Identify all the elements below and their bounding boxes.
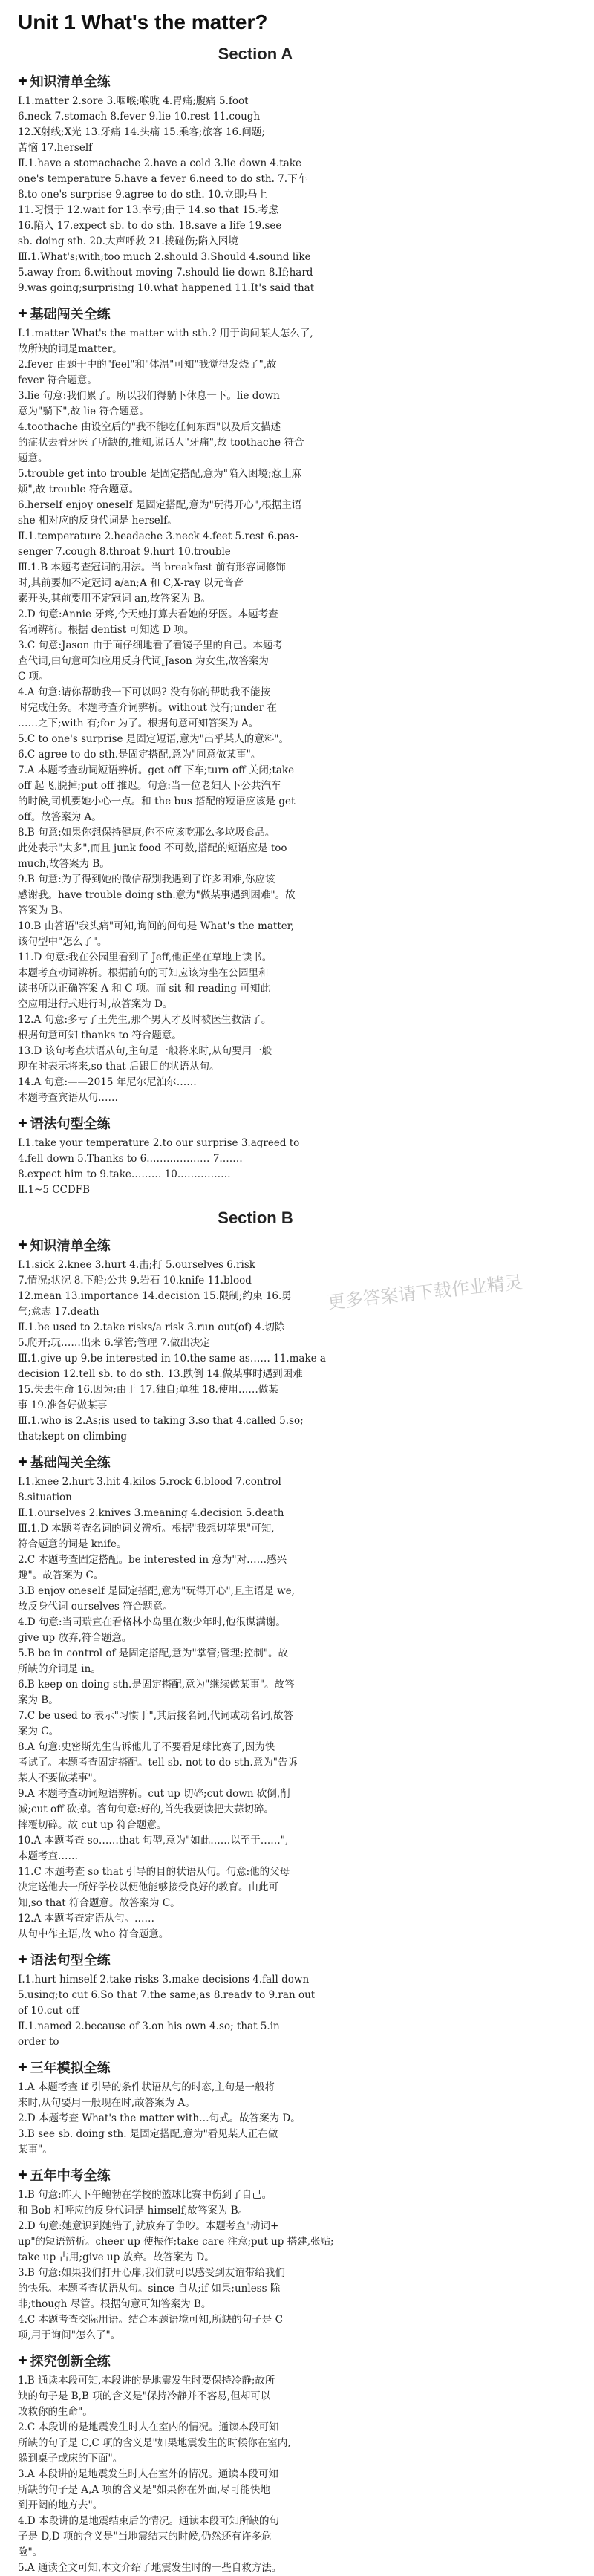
answer-line: 4.D 句意:当司瑞宣在看格林小岛里在数少年时,他很谋满谢。: [18, 1616, 286, 1628]
sb-grammar-block: [18, 1972, 493, 2050]
answer-line: Ⅱ.1.named 2.because of 3.on his own 4.so; that 5.in: [18, 2020, 280, 2032]
answer-line: 10.A 本题考查 so……that 句型,意为"如此……以至于……",: [18, 1835, 289, 1847]
answer-line: 烦",故 trouble 符合题意。: [18, 484, 140, 495]
answer-line: 趣"。故答案为 C。: [18, 1570, 104, 1581]
answer-line: senger 7.cough 8.throat 9.hurt 10.trouble: [18, 546, 231, 558]
answer-line: much,故答案为 B。: [18, 858, 110, 870]
sa-basic-heading: ✚ 基础闯关全练: [18, 307, 111, 322]
answer-line: order to: [18, 2036, 59, 2048]
answer-line: 6.neck 7.stomach 8.fever 9.lie 10.rest 11.cough: [18, 111, 261, 123]
answer-line: 查代词,由句意可知应用反身代词,Jason 为女生,故答案为: [18, 655, 269, 667]
answer-line: 所缺的介词是 in。: [18, 1663, 101, 1675]
answer-line: 6.herself enjoy oneself 是固定搭配,意为"玩得开心",根据主语: [18, 499, 302, 511]
answer-line: Ⅰ.1.hurt himself 2.take risks 3.make decisions 4.fall down: [18, 1974, 310, 1985]
sb-three-year-heading: ✚ 三年模拟全练: [18, 2061, 111, 2075]
cross-bullet-icon: ✚: [18, 1456, 27, 1468]
answer-line: Ⅱ.1.ourselves 2.knives 3.meaning 4.decision 5.death: [18, 1507, 284, 1519]
answer-line: Ⅲ.1.give up 9.be interested in 10.the same as…… 11.make a: [18, 1353, 326, 1365]
answer-line: 考试了。本题考查固定搭配。tell sb. not to do sth.意为"告诉: [18, 1757, 298, 1769]
answer-line: 名词辨析。根据 dentist 可知选 D 项。: [18, 624, 195, 636]
answer-line: 5.C to one's surprise 是固定短语,意为"出乎某人的意料"。: [18, 733, 289, 745]
answer-line: 4.toothache 由设空后的"我不能吃任何东西"以及后文描述: [18, 421, 281, 433]
answer-line: 15.失去生命 16.因为;由于 17.独自;单独 18.使用……做某: [18, 1384, 278, 1396]
answer-line: Ⅰ.1.take your temperature 2.to our surprise 3.agreed to: [18, 1137, 300, 1149]
answer-line: she 相对应的反身代词是 herself。: [18, 515, 177, 527]
answer-line: Ⅲ.1.B 本题考查冠词的用法。当 breakfast 前有形容词修饰: [18, 562, 286, 573]
answer-line: 4.A 句意:请你帮助我一下可以吗? 没有你的帮助我不能按: [18, 686, 270, 698]
cross-bullet-icon: ✚: [18, 1239, 27, 1252]
answer-line: 来时,从句要用一般现在时,故答案为 A。: [18, 2097, 195, 2109]
answer-line: 所缺的句子是 C,C 项的含义是"如果地震发生的时候你在室内,: [18, 2437, 291, 2449]
answer-line: 12.X射线;X光 13.牙痛 14.头痛 15.乘客;旅客 16.问题;: [18, 126, 265, 138]
answer-line: 根据句意可知 thanks to 符合题意。: [18, 1030, 182, 1041]
answer-line: Ⅰ.1.matter What's the matter with sth.? 用于询问某人怎么了,: [18, 328, 313, 339]
answer-line: C 项。: [18, 671, 49, 683]
answer-line: 1.A 本题考查 if 引导的条件状语从句的时态,主句是一般将: [18, 2081, 275, 2093]
answer-line: 险"。: [18, 2546, 43, 2558]
answer-line: 2.D 本题考查 What's the matter with…句式。故答案为 D。: [18, 2112, 301, 2124]
answer-line: 子是 D,D 项的含义是"当地震结束的时候,仍然还有许多危: [18, 2531, 272, 2543]
answer-line: 5.trouble get into trouble 是固定搭配,意为"陷入困境;惹上麻: [18, 468, 302, 480]
answer-line: 时完成任务。本题考查介词辨析。without 没有;under 在: [18, 702, 277, 714]
answer-line: 2.C 本题考查固定搭配。be interested in 意为"对……感兴: [18, 1554, 287, 1566]
answer-line: Ⅱ.1.be used to 2.take risks/a risk 3.run out(of) 4.切除: [18, 1321, 285, 1333]
answer-line: 5.A 通读全文可知,本文介绍了地震发生时的一些自救方法。: [18, 2562, 282, 2574]
answer-line: 8.to one's surprise 9.agree to do sth. 10.立即;马上: [18, 189, 268, 201]
answer-line: 题意。: [18, 452, 48, 464]
answer-line: 决定送他去一所好学校以便他能够接受良好的教育。由此可: [18, 1881, 278, 1893]
sb-explore-block: [18, 2373, 493, 2576]
answer-line: 故所缺的词是matter。: [18, 343, 123, 355]
sa-basic2-block: [18, 763, 493, 1106]
answer-line: 10.B 由答语"我头痛"可知,询问的问句是 What's the matter,: [18, 920, 295, 932]
answer-line: 知,so that 符合题意。故答案为 C。: [18, 1897, 180, 1909]
answer-line: 6.C agree to do sth.是固定搭配,意为"同意做某事"。: [18, 749, 261, 761]
answer-line: 7.C be used to 表示"习惯于",其后接名词,代词或动名词,故答: [18, 1710, 294, 1722]
answer-line: that;kept on climbing: [18, 1431, 128, 1443]
answer-line: 11.习惯于 12.wait for 13.幸亏;由于 14.so that 15.考虑: [18, 204, 278, 216]
answer-line: 意为"躺下",故 lie 符合题意。: [18, 406, 149, 417]
answer-line: 素开头,其前要用不定冠词 an,故答案为 B。: [18, 593, 211, 605]
answer-line: 摔覆切碎。故 cut up 符合题意。: [18, 1819, 167, 1831]
sb-five-year-block: [18, 2188, 493, 2312]
answer-line: 的时候,司机要她小心一点。和 the bus 搭配的短语应该是 get: [18, 796, 296, 807]
answer-line: 减;cut off 砍掉。答句句意:好的,首先我要读把大蒜切碎。: [18, 1803, 274, 1815]
answer-line: 空应用进行式进行时,故答案为 D。: [18, 998, 173, 1010]
sb-q4-block: [18, 2312, 493, 2344]
answer-line: fever 符合题意。: [18, 374, 97, 386]
answer-line: 和 Bob 相呼应的反身代词是 himself,故答案为 B。: [18, 2205, 249, 2216]
answer-line: 本题考查宾语从句……: [18, 1092, 118, 1104]
answer-line: 读书所以正确答案 A 和 C 项。而 sit 和 reading 可知此: [18, 983, 270, 995]
answer-line: 气;意志 17.death: [18, 1306, 99, 1318]
answer-line: 现在时表示将来,so that 后跟目的状语从句。: [18, 1061, 220, 1073]
sb-knowledge-heading: ✚ 知识清单全练: [18, 1238, 111, 1253]
answer-line: 7.情况;状况 8.下船;公共 9.岩石 10.knife 11.blood: [18, 1275, 252, 1287]
answer-line: Ⅲ.1.What's;with;too much 2.should 3.Should 4.sound like: [18, 251, 311, 263]
answer-line: 9.B 句意:为了得到她的微信帮别我遇到了许多困难,你应该: [18, 874, 275, 885]
answer-line: 3.B enjoy oneself 是固定搭配,意为"玩得开心",且主语是 we,: [18, 1585, 295, 1597]
answer-line: 事 19.准备好做某事: [18, 1399, 108, 1411]
answer-line: Ⅲ.1.D 本题考查名词的词义辨析。根据"我想切苹果"可知,: [18, 1523, 275, 1535]
answer-line: 9.was going;surprising 10.what happened 11.It's said that: [18, 282, 315, 294]
sa-knowledge-heading: ✚ 知识清单全练: [18, 74, 111, 89]
sb-three-year-block: [18, 2080, 493, 2158]
unit-title: Unit 1 What's the matter?: [18, 10, 268, 33]
answer-line: 11.D 句意:我在公园里看到了 Jeff,他正坐在草地上读书。: [18, 952, 272, 963]
sb-grammar-heading: ✚ 语法句型全练: [18, 1953, 111, 1968]
answer-line: Ⅰ.1.sick 2.knee 3.hurt 4.击;打 5.ourselves 6.risk: [18, 1259, 255, 1271]
sb-explore-heading: ✚ 探究创新全练: [18, 2354, 111, 2369]
answer-line: 8.A 句意:史密斯先生告诉他儿子不要看足球比赛了,因为快: [18, 1741, 275, 1753]
answer-line: 躲到桌子或床的下面"。: [18, 2453, 123, 2465]
answer-line: 14.A 句意:——2015 年尼尔尼泊尔……: [18, 1076, 197, 1088]
answer-line: 某事"。: [18, 2144, 53, 2156]
cross-bullet-icon: ✚: [18, 2169, 27, 2182]
answer-line: Ⅲ.1.who is 2.As;is used to taking 3.so that 4.called 5.so;: [18, 1415, 304, 1427]
answer-line: 到开阔的地方去"。: [18, 2499, 103, 2511]
cross-bullet-icon: ✚: [18, 1117, 27, 1130]
answer-line: 3.C 句意:Jason 由于面仔细地看了看镜子里的自己。本题考: [18, 640, 284, 651]
answer-line: 缺的句子是 B,B 项的含义是"保持冷静并不容易,但却可以: [18, 2390, 271, 2402]
answer-line: 12.mean 13.importance 14.decision 15.限制;约束 16.勇: [18, 1290, 292, 1302]
answer-line: off 起飞,脱掉;put off 推迟。句意:当一位老妇人下公共汽车: [18, 780, 281, 792]
answer-line: sb. doing sth. 20.大声呼救 21.拨碰伤;陷入困境: [18, 235, 238, 247]
answer-line: 改救你的生命"。: [18, 2406, 93, 2418]
answer-line: 8.situation: [18, 1492, 72, 1503]
answer-line: 4.C 本题考查交际用语。结合本题语境可知,所缺的句子是 C: [18, 2314, 283, 2326]
answer-line: 答案为 B。: [18, 905, 69, 917]
sa-grammar-heading: ✚ 语法句型全练: [18, 1116, 111, 1131]
answer-line: take up 占用;give up 放弃。故答案为 D。: [18, 2251, 215, 2263]
cross-bullet-icon: ✚: [18, 75, 27, 88]
answer-line: 5.using;to cut 6.So that 7.the same;as 8.ready to 9.ran out: [18, 1989, 316, 2001]
section-a-title: Section A: [218, 45, 293, 63]
answer-line: 4.fell down 5.Thanks to 6.……………… 7.……: [18, 1153, 243, 1165]
answer-line: ……之下;with 有;for 为了。根据句意可知答案为 A。: [18, 718, 259, 729]
sa-grammar-block: [18, 1136, 493, 1198]
answer-line: 本题考查……: [18, 1850, 78, 1862]
answer-line: 6.B keep on doing sth.是固定搭配,意为"继续做某事"。故答: [18, 1679, 295, 1691]
answer-line: 此处表示"太多",而且 junk food 不可数,搭配的短语应是 too: [18, 842, 287, 854]
answer-line: 11.C 本题考查 so that 引导的目的状语从句。句意:他的父母: [18, 1866, 290, 1878]
answer-line: 项,用于询问"怎么了"。: [18, 2329, 121, 2341]
answer-line: 8.B 句意:如果你想保持健康,你不应该吃那么多垃圾食品。: [18, 827, 275, 839]
cross-bullet-icon: ✚: [18, 2355, 27, 2367]
watermark: 更多答案请下载作业精灵: [326, 1272, 524, 1313]
sb-basic-heading: ✚ 基础闯关全练: [18, 1455, 111, 1470]
answer-line: Ⅱ.1.have a stomachache 2.have a cold 3.lie down 4.take: [18, 157, 301, 169]
answer-line: of 10.cut off: [18, 2005, 79, 2017]
answer-line: 符合题意的词是 knife。: [18, 1538, 127, 1550]
answer-line: up"的短语辨析。cheer up 使振作;take care 注意;put up 搭建,张贴;: [18, 2236, 334, 2248]
answer-line: 案为 B。: [18, 1694, 59, 1706]
answer-line: 所缺的句子是 A,A 项的含义是"如果你在外面,尽可能快地: [18, 2484, 270, 2496]
answer-line: 从句中作主语,故 who 符合题意。: [18, 1928, 169, 1940]
answer-line: 3.B 句意:如果我们打开心扉,我们就可以感受到友谊带给我们: [18, 2267, 285, 2279]
answer-line: 时,其前要加不定冠词 a/an;A 和 C,X-ray 以元音音: [18, 577, 244, 589]
answer-line: 12.A 本题考查定语从句。……: [18, 1913, 155, 1925]
answer-line: 3.A 本段讲的是地震发生时人在室外的情况。通读本段可知: [18, 2468, 278, 2480]
sa-basic-block: [18, 326, 493, 763]
answer-line: 1.B 通读本段可知,本段讲的是地震发生时要保持冷静;故所: [18, 2375, 275, 2387]
answer-line: 5.B be in control of 是固定搭配,意为"掌管;管理;控制"。故: [18, 1648, 289, 1659]
answer-line: 2.fever 由题干中的"feel"和"体温"可知"我觉得发烧了",故: [18, 359, 277, 371]
answer-line: 3.lie 句意:我们累了。所以我们得躺下休息一下。lie down: [18, 390, 280, 402]
answer-line: 的症状去看牙医了所缺的,推知,说话人"牙痛",故 toothache 符合: [18, 437, 304, 449]
section-b-title: Section B: [218, 1209, 293, 1227]
cross-bullet-icon: ✚: [18, 308, 27, 320]
cross-bullet-icon: ✚: [18, 1954, 27, 1966]
answer-line: decision 12.tell sb. to do sth. 13.跌倒 14.做某事时遇到困难: [18, 1368, 303, 1380]
answer-line: 1.B 句意:昨天下午鲍勃在学校的篮球比赛中伤到了自己。: [18, 2189, 272, 2201]
answer-line: 非;though 尽管。根据句意可知答案为 B。: [18, 2298, 212, 2310]
answer-line: 5.away from 6.without moving 7.should lie down 8.If;hard: [18, 267, 313, 279]
answer-line: 某人不要做某事"。: [18, 1772, 103, 1784]
answer-line: 的快乐。本题考查状语从句。since 自从;if 如果;unless 除: [18, 2283, 281, 2294]
answer-line: 故反身代词 ourselves 符合题意。: [18, 1601, 173, 1613]
sb-basic-block: [18, 1474, 493, 1942]
answer-line: 9.A 本题考查动词短语辨析。cut up 切碎;cut down 砍倒,削: [18, 1788, 290, 1800]
sa-knowledge-block: [18, 94, 493, 296]
answer-line: 2.C 本段讲的是地震发生时人在室内的情况。通读本段可知: [18, 2421, 279, 2433]
sb-five-year-heading: ✚ 五年中考全练: [18, 2168, 111, 2183]
answer-line: 4.D 本段讲的是地震结束后的情况。通读本段可知所缺的句: [18, 2515, 279, 2527]
answer-line: 13.D 该句考查状语从句,主句是一般将来时,从句要用一般: [18, 1045, 272, 1057]
answer-line: 本题考查动词辨析。根据前句的可知应该为坐在公园里和: [18, 967, 269, 979]
answer-line: Ⅱ.1.temperature 2.headache 3.neck 4.feet 5.rest 6.pas-: [18, 530, 298, 542]
answer-line: 5.爬开;玩……出来 6.掌管;管理 7.做出决定: [18, 1337, 210, 1349]
answer-line: Ⅱ.1~5 CCDFB: [18, 1184, 91, 1196]
answer-line: 3.B see sb. doing sth. 是固定搭配,意为"看见某人正在做: [18, 2128, 278, 2140]
answer-line: 12.A 句意:多亏了王先生,那个男人才及时被医生救活了。: [18, 1014, 272, 1026]
answer-line: 16.陷入 17.expect sb. to do sth. 18.save a life 19.see: [18, 220, 282, 232]
cross-bullet-icon: ✚: [18, 2061, 27, 2074]
answer-line: 8.expect him to 9.take……… 10.……………: [18, 1168, 231, 1180]
answer-line: one's temperature 5.have a fever 6.need to do sth. 7.下车: [18, 173, 308, 185]
answer-line: 该句型中"怎么了"。: [18, 936, 108, 948]
answer-line: off。故答案为 A。: [18, 811, 102, 823]
answer-line: 2.D 句意:Annie 牙疼,今天她打算去看她的牙医。本题考查: [18, 608, 278, 620]
answer-line: 案为 C。: [18, 1726, 59, 1737]
answer-line: 感谢我。have trouble doing sth.意为"做某事遇到困难"。故: [18, 889, 296, 901]
answer-line: Ⅰ.1.knee 2.hurt 3.hit 4.kilos 5.rock 6.blood 7.control: [18, 1476, 281, 1488]
answer-line: give up 放弃,符合题意。: [18, 1632, 132, 1644]
answer-line: 7.A 本题考查动词短语辨析。get off 下车;turn off 关闭;take: [18, 764, 295, 776]
answer-line: Ⅰ.1.matter 2.sore 3.咽喉;喉咙 4.胃痛;腹痛 5.foot: [18, 95, 249, 107]
answer-line: 2.D 句意:她意识到她错了,就放弃了争吵。本题考查"动词+: [18, 2220, 279, 2232]
answer-line: 苦恼 17.herself: [18, 142, 93, 154]
